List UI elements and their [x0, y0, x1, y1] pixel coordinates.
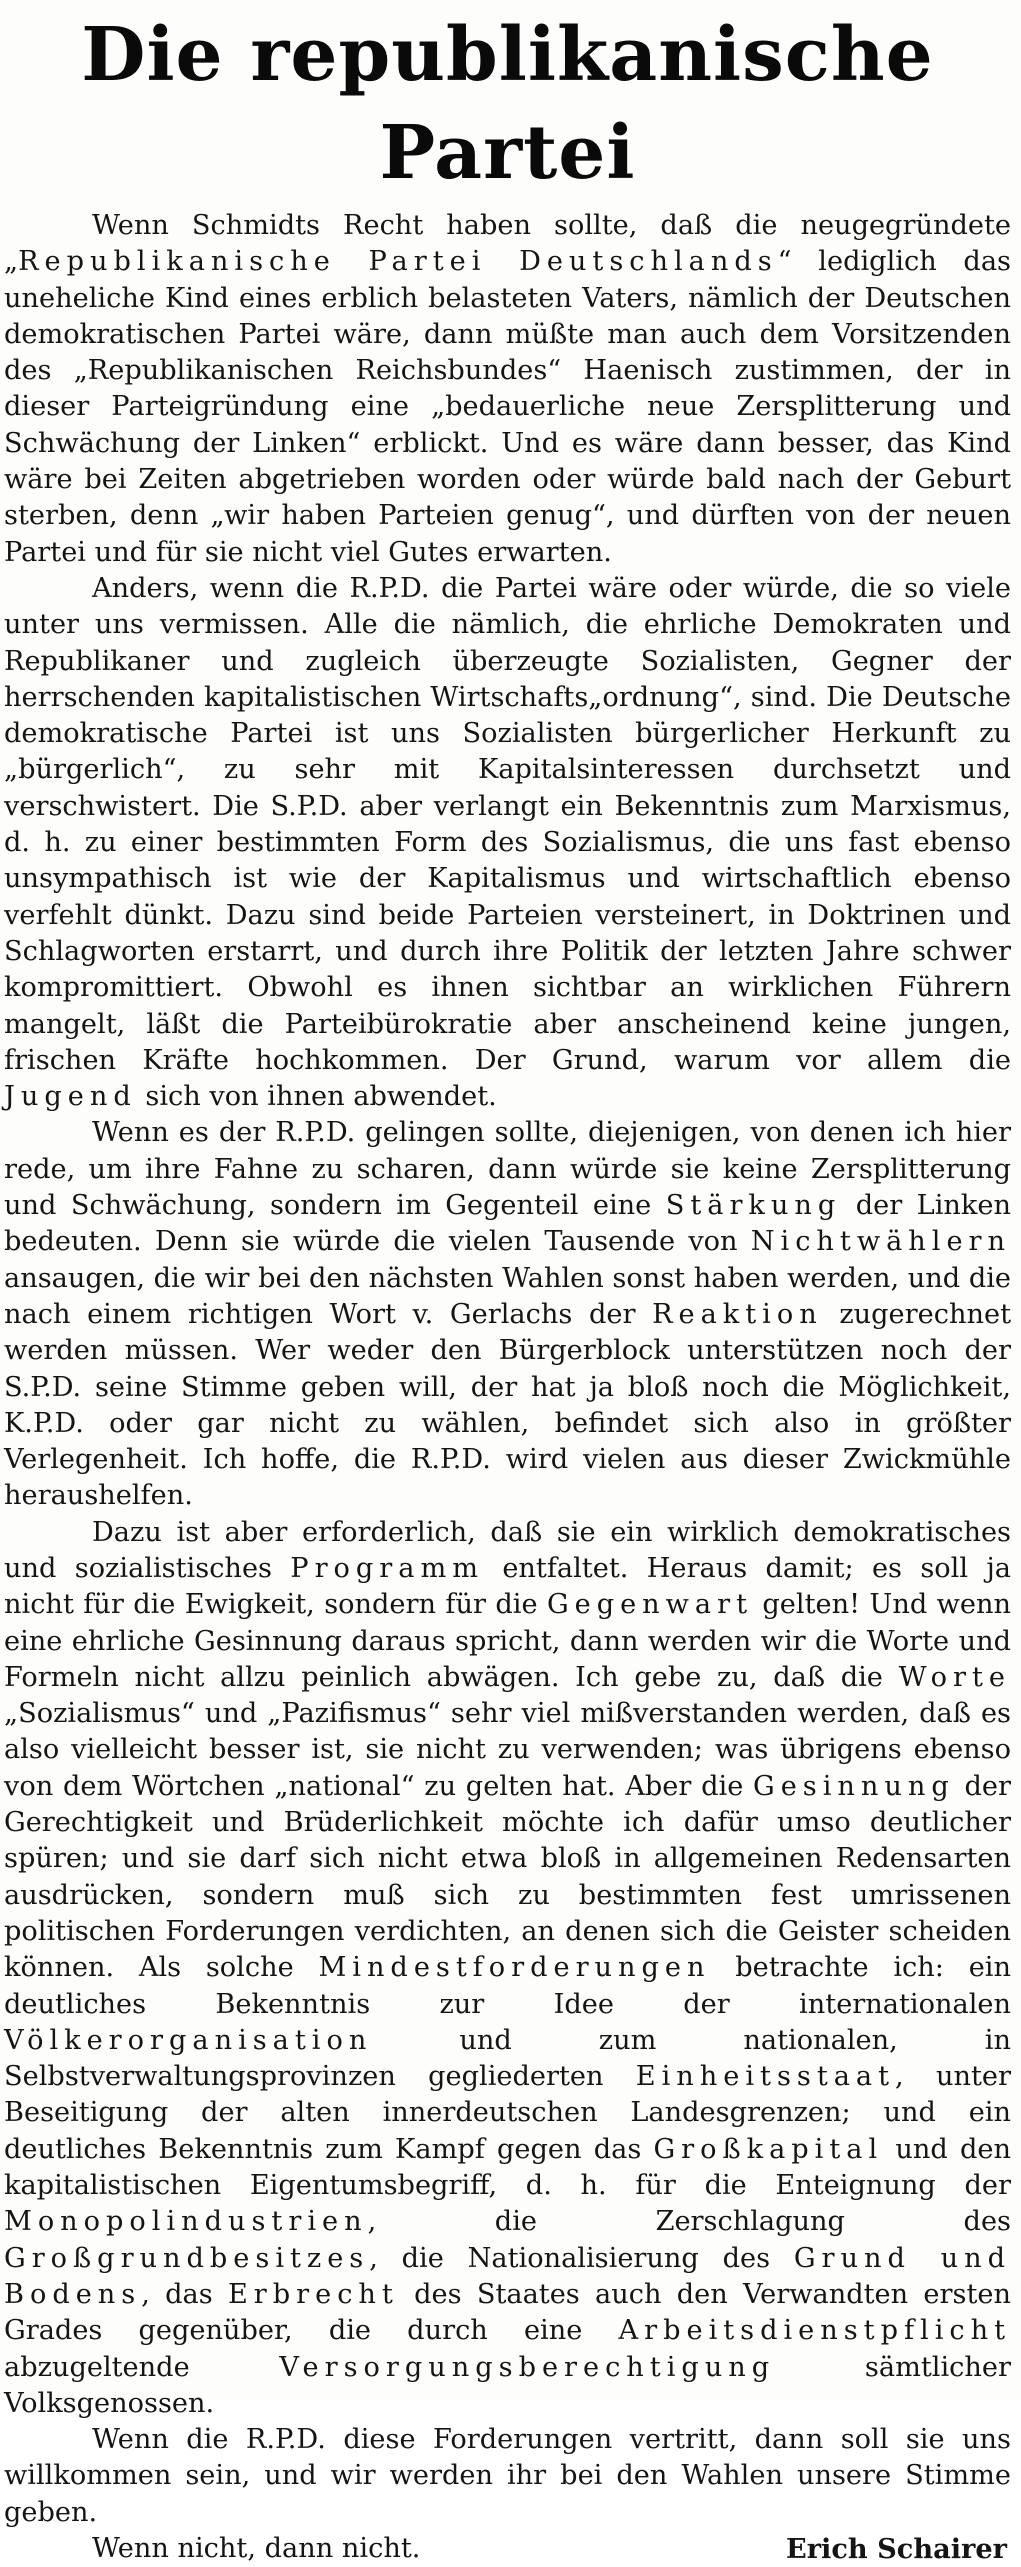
emphasized-phrase: Völkerorganisation: [4, 2024, 373, 2056]
emphasized-phrase: Mindestforderungen: [318, 1952, 711, 1984]
paragraph-text: und zum nationalen, in Selbstverwaltungsprovinzen gegliederten: [4, 2024, 1011, 2093]
author-signature: Erich Schairer: [785, 2533, 1007, 2565]
emphasized-phrase: Monopolindustrien: [4, 2206, 368, 2238]
paragraph-text: , unter Beseitigung der alten innerdeutschen Landesgrenzen; und ein deutliches Bekenntnis zum Kampf gegen das: [4, 2061, 1011, 2165]
paragraph-text: Wenn es der R.P.D. gelingen sollte, diejenigen, von denen ich hier rede, um ihre Fahne zu scharen, dann würde sie keine Zersplitterung und Schwächung, sondern im Gegenteil eine: [4, 1117, 1011, 1222]
paragraph-text: “ lediglich das uneheliche Kind eines erblich belasteten Vaters, nämlich der Deutschen demokratischen Partei wäre, dann müßte man auch dem Vorsitzenden des „Republikanischen Reichsbundes“ Haenisch zustimmen, der in dieser Parteigründung eine „bedauerliche neue Zersplitterung und Schwächung der Linken“ erblickt. Und es wäre dann besser, das Kind wäre bei Zeiten abgetrieben worden oder würde bald nach der Geburt sterben, denn „wir haben Parteien genug“, und dürften von der neuen Partei und für sie nicht viel Gutes erwarten.: [4, 246, 1011, 568]
paragraph-text: zugerechnet werden müssen. Wer weder den Bürgerblock unterstützen noch der S.P.D. seine Stimme geben will, der hat ja bloß noch die Möglichkeit, K.P.D. oder gar nicht zu wählen, befindet sich also in größter Verlegenheit. Ich hoffe, die R.P.D. wird vielen aus dieser Zwickmühle heraushelfen.: [4, 1298, 1011, 1512]
paragraph-text: abzugeltende: [4, 2351, 280, 2383]
paragraph-text: der Linken bedeuten. Denn sie würde die vielen Tausende von: [4, 1190, 1012, 1258]
emphasized-phrase: Programm: [290, 1552, 484, 1584]
paragraph-text: , die Zerschlagung des: [367, 2206, 1011, 2238]
emphasized-phrase: Jugend: [4, 1081, 137, 1113]
paragraph-text: ansaugen, die wir bei den nächsten Wahlen sonst haben werden, und die nach einem richtigen Wort v. Gerlachs der: [4, 1262, 1012, 1330]
article-paragraph: [4, 208, 1011, 571]
paragraph-text: sämtlicher Volksgenossen.: [4, 2351, 1011, 2419]
article-headline: Die republikanische Partei: [81, 12, 934, 196]
paragraph-text: Dazu ist aber erforderlich, daß sie ein wirklich demokratisches und sozialistisches: [4, 1516, 1011, 1584]
emphasized-phrase: Grund und Bodens: [4, 2242, 1011, 2310]
paragraph-text: entfaltet. Heraus damit; es soll ja nicht für die Ewigkeit, sondern für die: [4, 1552, 1011, 1621]
paragraph-text: der Gerechtigkeit und Brüderlichkeit möchte ich dafür umso deutlicher spüren; und sie darf sich nicht etwa bloß in allgemeinen Redensarten ausdrücken, sondern muß sich zu bestimmten fest umrissenen politischen Forderungen verdichten, an denen sich die Geister scheiden können. Als solche: [4, 1770, 1011, 1984]
emphasized-phrase: Nichtwählern: [750, 1226, 1011, 1258]
paragraph-text: Anders, wenn die R.P.D. die Partei wäre oder würde, die so viele unter uns vermissen. Alle die nämlich, die ehrliche Demokraten und Republikaner und zugleich überzeugte Sozialisten, Gegner der herrschenden kapitalistischen Wirtschafts„ordnung“, sind. Die Deutsche demokratische Partei ist uns Sozialisten bürgerlicher Herkunft zu „bürgerlich“, zu sehr mit Kapitalsinteressen durchsetzt und verschwistert. Die S.P.D. aber verlangt ein Bekenntnis zum Marxismus, d. h. zu einer bestimmten Form des Sozialismus, die uns fast ebenso unsympathisch ist wie der Kapitalismus und wirtschaftlich ebenso verfehlt dünkt. Dazu sind beide Parteien versteinert, in Doktrinen und Schlagworten erstarrt, und durch ihre Politik der letzten Jahre schwer kompromittiert. Obwohl es ihnen sichtbar an wirklichen Führern mangelt, läßt die Parteibürokratie aber anscheinend keine jungen, frischen Kräfte hochkommen. Der Grund, warum vor allem die: [4, 572, 1011, 1076]
article-paragraph: [4, 2422, 1011, 2531]
paragraph-text: , das: [141, 2278, 228, 2310]
paragraph-text: des Staates auch den Verwandten ersten Grades gegenüber, die durch eine: [4, 2278, 1011, 2347]
emphasized-phrase: Erbrecht: [227, 2278, 399, 2310]
emphasized-phrase: Arbeitsdienstpflicht: [618, 2315, 1011, 2347]
paragraph-text: sich von ihnen abwendet.: [136, 1081, 497, 1113]
emphasized-phrase: Großgrundbesitzes: [4, 2242, 370, 2274]
paragraph-text: gelten! Und wenn eine ehrliche Gesinnung daraus spricht, dann werden wir die Worte und Formeln nicht allzu peinlich abwägen. Ich gebe zu, daß die: [4, 1589, 1012, 1693]
paragraph-text: und den kapitalistischen Eigentumsbegriff, d. h. für die Enteignung der: [4, 2133, 1011, 2202]
article-paragraph: [4, 1115, 1011, 1514]
paragraph-text: , die Nationalisierung des: [369, 2242, 794, 2274]
emphasized-phrase: Worte: [898, 1661, 1011, 1693]
emphasized-phrase: Republikanische Partei Deutschlands: [18, 246, 778, 278]
article-paragraph: [4, 571, 1011, 1115]
article-paragraph: [4, 1515, 1011, 2422]
paragraph-text: Wenn die R.P.D. diese Forderungen vertritt, dann soll sie uns willkommen sein, und wir werden ihr bei den Wahlen unsere Stimme geben.: [4, 2424, 1011, 2528]
emphasized-phrase: Einheitsstaat: [635, 2061, 896, 2093]
emphasized-phrase: Großkapital: [653, 2133, 884, 2165]
paragraph-text: Wenn Schmidts Recht haben sollte, daß die neugegründete „: [4, 210, 1011, 278]
emphasized-phrase: Gesinnung: [753, 1770, 955, 1802]
closing-line: [4, 2531, 1011, 2567]
paragraph-text: betrachte ich: ein deutliches Bekenntnis zur Idee der internationalen: [4, 1952, 1011, 2020]
article-body: [4, 208, 1011, 2531]
emphasized-phrase: Reaktion: [652, 1298, 823, 1330]
emphasized-phrase: Versorgungsberechtigung: [279, 2351, 776, 2383]
emphasized-phrase: Stärkung: [665, 1190, 842, 1222]
emphasized-phrase: Gegenwart: [546, 1589, 754, 1621]
paragraph-text: „Sozialismus“ und „Pazifismus“ sehr viel mißverstanden werden, daß es also vielleicht besser ist, sie nicht zu verwenden; was übrigens ebenso von dem Wörtchen „national“ zu gelten hat. Aber die: [4, 1698, 1011, 1802]
closing-remark: Wenn nicht, dann nicht.: [92, 2533, 421, 2564]
